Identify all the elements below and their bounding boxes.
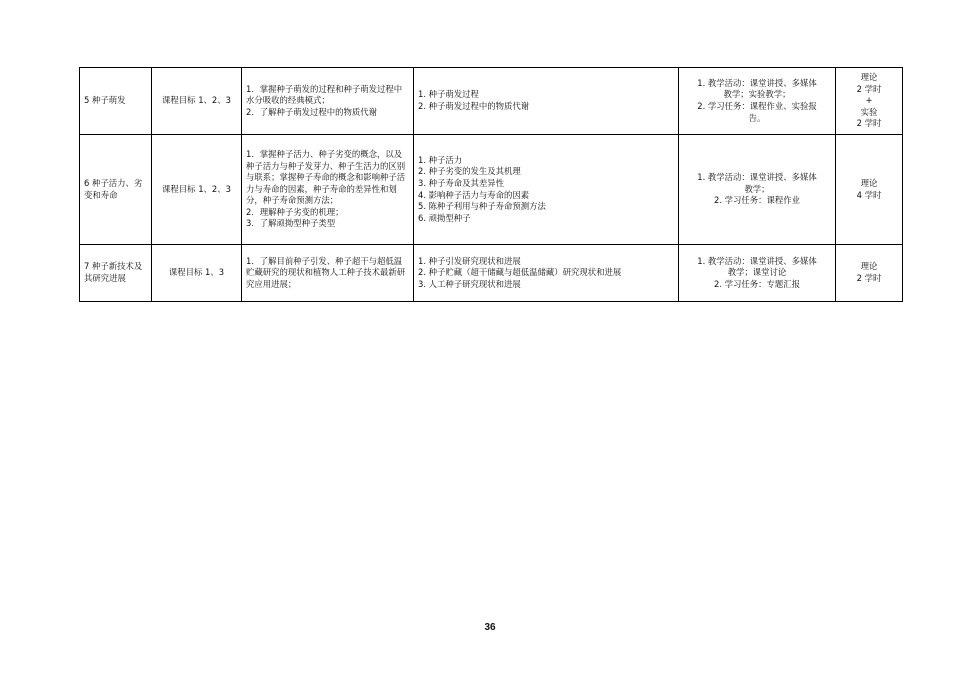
content-item: 6. 顽拗型种子	[418, 212, 471, 223]
methods-cell	[679, 135, 836, 245]
method-line: 教学；课堂讨论	[727, 267, 787, 278]
hours-line: 理论	[860, 261, 878, 272]
method-line: 教学；实验教学；	[723, 89, 791, 100]
unit-cell: 5 种子萌发	[80, 68, 152, 135]
hours-line: 2 学时	[856, 83, 882, 94]
content-item: 5. 陈种子利用与种子寿命预测方法	[418, 201, 546, 212]
content-item: 2. 种子贮藏（超干储藏与超低温储藏）研究现状和进展	[418, 267, 622, 278]
content-item: 1. 种子萌发过程	[418, 89, 479, 100]
method-line: 2. 学习任务：课程作业	[713, 195, 801, 206]
unit-cell: 7 种子新技术及其研究进展	[80, 245, 152, 302]
requirement-item: 1．掌握种子活力、种子劣变的概念，以及种子活力与种子发芽力、种子生活力的区别与联系；掌握种子寿命的概念和影响种子活力与寿命的因素，种子寿命的差异性和划分，种子寿命预测方法；	[246, 148, 406, 206]
content-cell	[414, 245, 679, 302]
hours-line: 理论	[860, 177, 878, 188]
method-line: 1. 教学活动：课堂讲授、多媒体	[697, 77, 817, 88]
content-cell	[414, 68, 679, 135]
requirement-item: 2．了解种子萌发过程中的物质代谢	[246, 106, 377, 117]
method-line: 教学；	[744, 183, 770, 194]
content-item: 2. 种子劣变的发生及其机理	[418, 166, 521, 177]
hours-line: 理论	[860, 72, 878, 83]
page-number: 36	[484, 622, 496, 633]
requirement-item: 2．理解种子劣变的机理；	[246, 206, 344, 217]
hours-line: 2 学时	[856, 273, 882, 283]
content-cell	[414, 135, 679, 245]
hours-line: +	[865, 95, 873, 106]
requirement-item: 1．了解目前种子引发、种子超干与超低温贮藏研究的现状和植物人工种子技术最新研究应用进展；	[246, 255, 406, 289]
requirement-item: 3．了解顽拗型种子类型	[246, 218, 336, 229]
table-row	[80, 68, 903, 135]
requirements-cell	[242, 245, 414, 302]
hours-line: 4 学时	[856, 189, 882, 200]
hours-cell	[836, 135, 903, 245]
content-item: 4. 影响种子活力与寿命的因素	[418, 189, 530, 200]
requirement-item: 1．掌握种子萌发的过程和种子萌发过程中水分吸收的经典模式；	[246, 83, 403, 106]
method-line: 2. 学习任务：专题汇报	[713, 278, 801, 289]
goal-cell: 课程目标 1、3	[152, 245, 242, 302]
content-item: 2. 种子萌发过程中的物质代谢	[418, 101, 530, 111]
method-line: 1. 教学活动：课堂讲授、多媒体	[697, 172, 817, 183]
method-line: 1. 教学活动：课堂讲授、多媒体	[697, 255, 817, 266]
table-row	[80, 135, 903, 245]
hours-line: 2 学时	[856, 118, 882, 129]
content-item: 3. 人工种子研究现状和进展	[418, 278, 521, 289]
content-item: 1. 种子活力	[418, 154, 463, 165]
requirements-cell	[242, 68, 414, 135]
method-line: 告。	[748, 112, 766, 123]
table-row	[80, 245, 903, 302]
hours-line: 实验	[860, 106, 878, 117]
methods-cell	[679, 68, 836, 135]
content-item: 1. 种子引发研究现状和进展	[418, 255, 521, 266]
unit-cell: 6 种子活力、劣变和寿命	[80, 135, 152, 245]
goal-cell: 课程目标 1、2、3	[152, 135, 242, 245]
method-line: 2. 学习任务：课程作业、实验报	[697, 101, 817, 111]
hours-cell	[836, 68, 903, 135]
methods-cell	[679, 245, 836, 302]
requirements-cell	[242, 135, 414, 245]
hours-cell	[836, 245, 903, 302]
content-item: 3. 种子寿命及其差异性	[418, 177, 505, 188]
syllabus-table	[79, 67, 903, 302]
goal-cell: 课程目标 1、2、3	[152, 68, 242, 135]
